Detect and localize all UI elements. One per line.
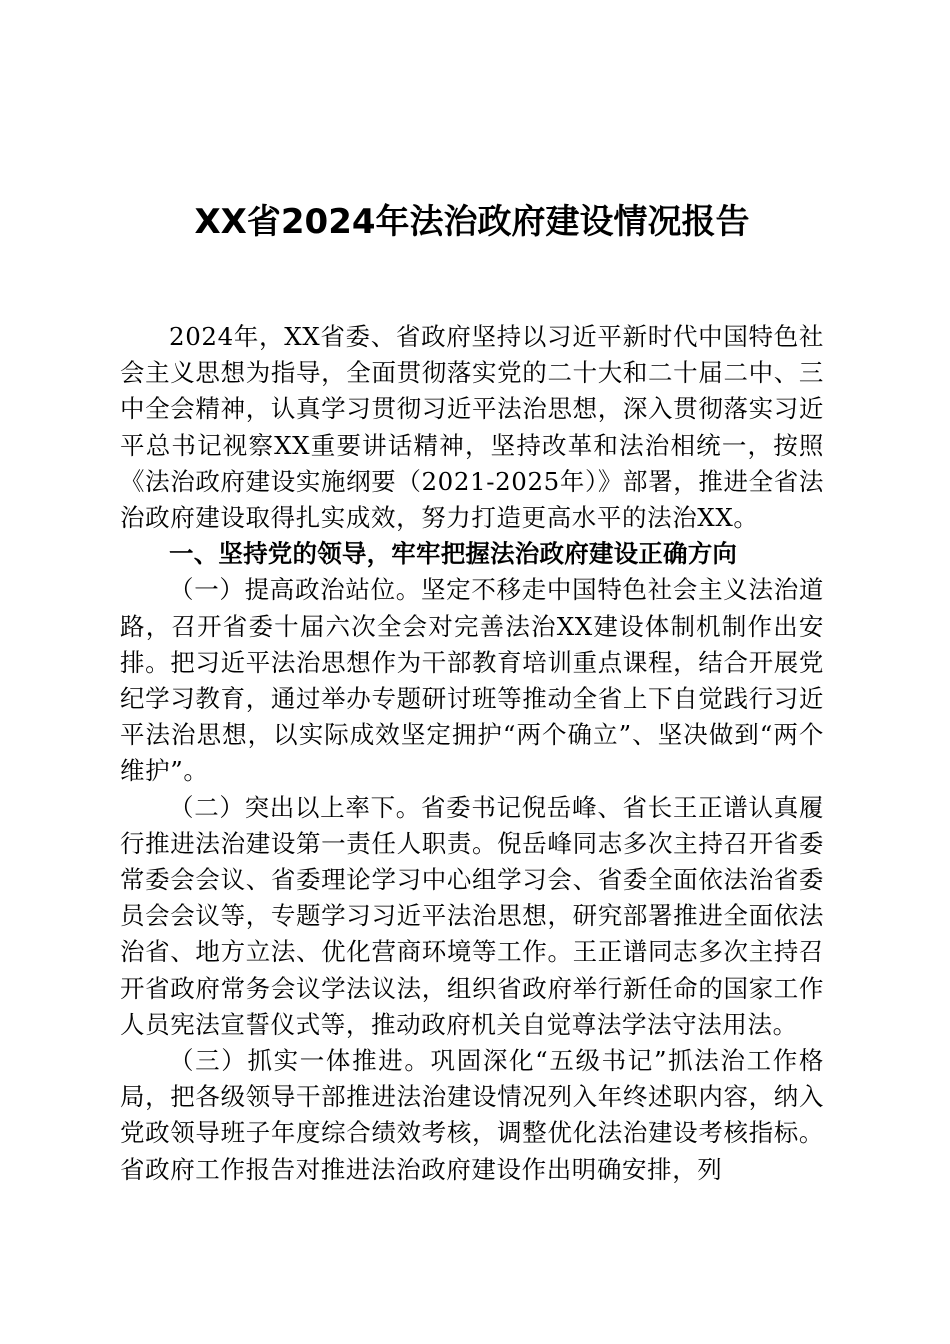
paragraph-political-stance: （一）提高政治站位。坚定不移走中国特色社会主义法治道路，召开省委十届六次全会对完善法治XX建设体制机制作出安排。把习近平法治思想作为干部教育培训重点课程，结合开展党纪学习教育，通过举办专题研讨班等推动全省上下自觉践行习近平法治思想，以实际成效坚定拥护“两个确立”、坚决做到“两个维护”。 xyxy=(120,575,824,786)
paragraph-lead-by-example: （二）突出以上率下。省委书记倪岳峰、省长王正谱认真履行推进法治建设第一责任人职责。倪岳峰同志多次主持召开省委常委会会议、省委理论学习中心组学习会、省委全面依法治省委员会会议等，专题学习习近平法治思想，研究部署推进全面依法治省、地方立法、优化营商环境等工作。王正谱同志多次主持召开省政府常务会议学法议法，组织省政府举行新任命的国家工作人员宪法宣誓仪式等，推动政府机关自觉尊法学法守法用法。 xyxy=(120,792,824,1039)
document-body xyxy=(120,197,824,1188)
section-heading: 一、坚持党的领导，牢牢把握法治政府建设正确方向 xyxy=(169,539,738,569)
paragraph-integrated-advance: （三）抓实一体推进。巩固深化“五级书记”抓法治工作格局，把各级领导干部推进法治建设情况列入年终述职内容，纳入党政领导班子年度综合绩效考核，调整优化法治建设考核指标。省政府工作报告对推进法治政府建设作出明确安排，列 xyxy=(120,1046,824,1184)
intro-paragraph: 2024年，XX省委、省政府坚持以习近平新时代中国特色社会主义思想为指导，全面贯彻落实党的二十大和二十届二中、三中全会精神，认真学习贯彻习近平法治思想，深入贯彻落实习近平总书记视察XX重要讲话精神，坚持改革和法治相统一，按照《法治政府建设实施纲要（2021-2025年）》部署，推进全省法治政府建设取得扎实成效，努力打造更高水平的法治XX。 xyxy=(120,322,824,533)
document-title: XX省2024年法治政府建设情况报告 xyxy=(194,202,750,242)
